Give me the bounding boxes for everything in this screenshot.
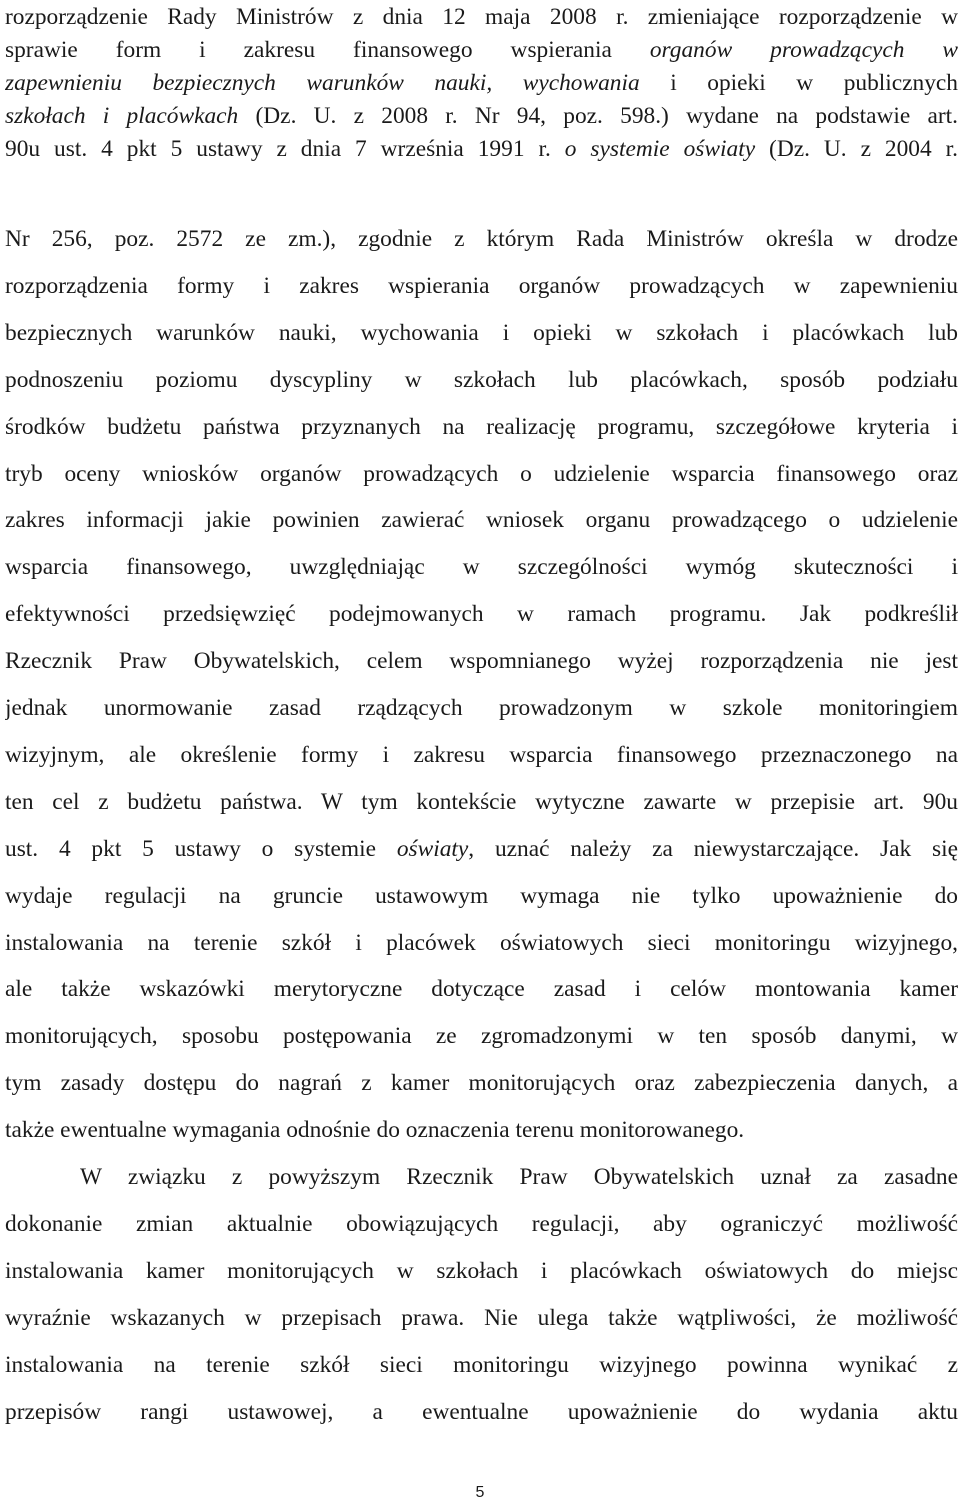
text-line (5, 507, 958, 537)
italic-text-segment: organów prowadzących w (649, 37, 958, 63)
text-line (5, 1305, 958, 1335)
italic-text-segment: szkołach i placówkach (5, 103, 239, 129)
italic-text-segment: oświaty (396, 835, 469, 862)
text-line (5, 414, 958, 444)
text-line (5, 1352, 958, 1382)
text-segment: ale także wskazówki merytoryczne dotyczące zasad i celów montowania kamer (5, 976, 958, 1003)
text-line (5, 320, 958, 350)
text-segment: podnoszeniu poziomu dyscypliny w szkołach lub placówkach, sposób podziału (5, 366, 958, 393)
text-segment: rozporządzenia formy i zakres wspierania organów prowadzących w zapewnieniu (5, 272, 958, 299)
text-segment: ust. 4 pkt 5 ustawy o systemie (5, 835, 397, 862)
text-line (5, 103, 958, 133)
text-line (5, 742, 958, 772)
text-line (5, 226, 958, 256)
text-line (5, 1258, 958, 1288)
text-line (5, 136, 958, 166)
text-segment: sprawie form i zakresu finansowego wspierania (5, 37, 650, 63)
text-line (5, 4, 958, 34)
text-line (5, 273, 958, 303)
text-segment: środków budżetu państwa przyznanych na realizację programu, szczegółowe kryteria i (5, 413, 958, 440)
text-segment: wydaje regulacji na gruncie ustawowym wymaga nie tylko upoważnienie do (5, 882, 958, 909)
text-segment: dokonanie zmian aktualnie obowiązujących regulacji, aby ograniczyć możliwość (5, 1210, 958, 1237)
page-number: 5 (475, 1484, 485, 1501)
italic-text-segment: o systemie oświaty (564, 136, 756, 162)
text-segment: Rzecznik Praw Obywatelskich, celem wspomnianego wyżej rozporządzenia nie jest (5, 648, 958, 675)
text-segment: (Dz. U. z 2008 r. Nr 94, poz. 598.) wydane na podstawie art. (238, 103, 958, 129)
text-line (5, 1070, 958, 1100)
text-segment: (Dz. U. z 2004 r. (755, 136, 958, 162)
text-line (5, 836, 958, 866)
text-segment: rozporządzenie Rady Ministrów z dnia 12 maja 2008 r. zmieniające rozporządzenie w (5, 4, 958, 30)
text-segment: tym zasady dostępu do nagrań z kamer monitorujących oraz zabezpieczenia danych, a (5, 1070, 958, 1097)
text-line (5, 554, 958, 584)
text-segment: instalowania kamer monitorujących w szkołach i placówkach oświatowych do miejsc (5, 1257, 958, 1284)
text-segment: efektywności przedsięwzięć podejmowanych w ramach programu. Jak podkreślił (5, 601, 958, 628)
text-segment: instalowania na terenie szkół i placówek oświatowych sieci monitoringu wizyjnego, (5, 929, 958, 956)
text-line (5, 789, 958, 819)
text-segment: wsparcia finansowego, uwzględniając w szczególności wymóg skuteczności i (5, 554, 958, 581)
text-line (5, 601, 958, 631)
text-segment: ten cel z budżetu państwa. W tym kontekście wytyczne zawarte w przepisie art. 90u (5, 788, 958, 815)
italic-text-segment: zapewnieniu bezpiecznych warunków nauki, wychowania (5, 70, 640, 96)
text-segment: wyraźnie wskazanych w przepisach prawa. Nie ulega także wątpliwości, że możliwość (5, 1304, 958, 1331)
text-line (5, 883, 958, 913)
text-segment: W związku z powyższym Rzecznik Praw Obywatelskich uznał za zasadne (80, 1164, 958, 1190)
text-line (5, 976, 958, 1006)
text-segment: 90u ust. 4 pkt 5 ustawy z dnia 7 września 1991 r. (5, 136, 565, 162)
text-line (5, 367, 958, 397)
text-segment: , uznać należy za niewystarczające. Jak się (468, 835, 958, 862)
text-segment: instalowania na terenie szkół sieci monitoringu wizyjnego powinna wynikać z (5, 1351, 958, 1378)
text-segment: Nr 256, poz. 2572 ze zm.), zgodnie z którym Rada Ministrów określa w drodze (5, 226, 958, 252)
text-segment: także ewentualne wymagania odnośnie do oznaczenia terenu monitorowanego. (5, 1117, 745, 1144)
text-line (5, 37, 958, 67)
text-line (5, 1023, 958, 1053)
text-segment: monitorujących, sposobu postępowania ze zgromadzonymi w ten sposób danymi, w (5, 1023, 958, 1050)
text-segment: zakres informacji jakie powinien zawierać wniosek organu prowadzącego o udzielenie (5, 507, 958, 534)
text-segment: i opieki w publicznych (639, 70, 958, 96)
text-segment: wizyjnym, ale określenie formy i zakresu wsparcia finansowego przeznaczonego na (5, 741, 958, 768)
text-line (5, 1117, 958, 1147)
text-line (5, 461, 958, 491)
text-line (5, 648, 958, 678)
text-segment: przepisów rangi ustawowej, a ewentualne upoważnienie do wydania aktu (5, 1398, 958, 1425)
text-line (5, 1399, 958, 1429)
text-line (5, 930, 958, 960)
text-line (5, 70, 958, 100)
text-line (5, 1164, 958, 1194)
text-segment: jednak unormowanie zasad rządzących prowadzonym w szkole monitoringiem (5, 695, 958, 721)
text-line (5, 695, 958, 725)
text-segment: tryb oceny wniosków organów prowadzących o udzielenie wsparcia finansowego oraz (5, 460, 958, 487)
text-line (5, 1211, 958, 1241)
text-segment: bezpiecznych warunków nauki, wychowania i opieki w szkołach i placówkach lub (5, 319, 958, 346)
